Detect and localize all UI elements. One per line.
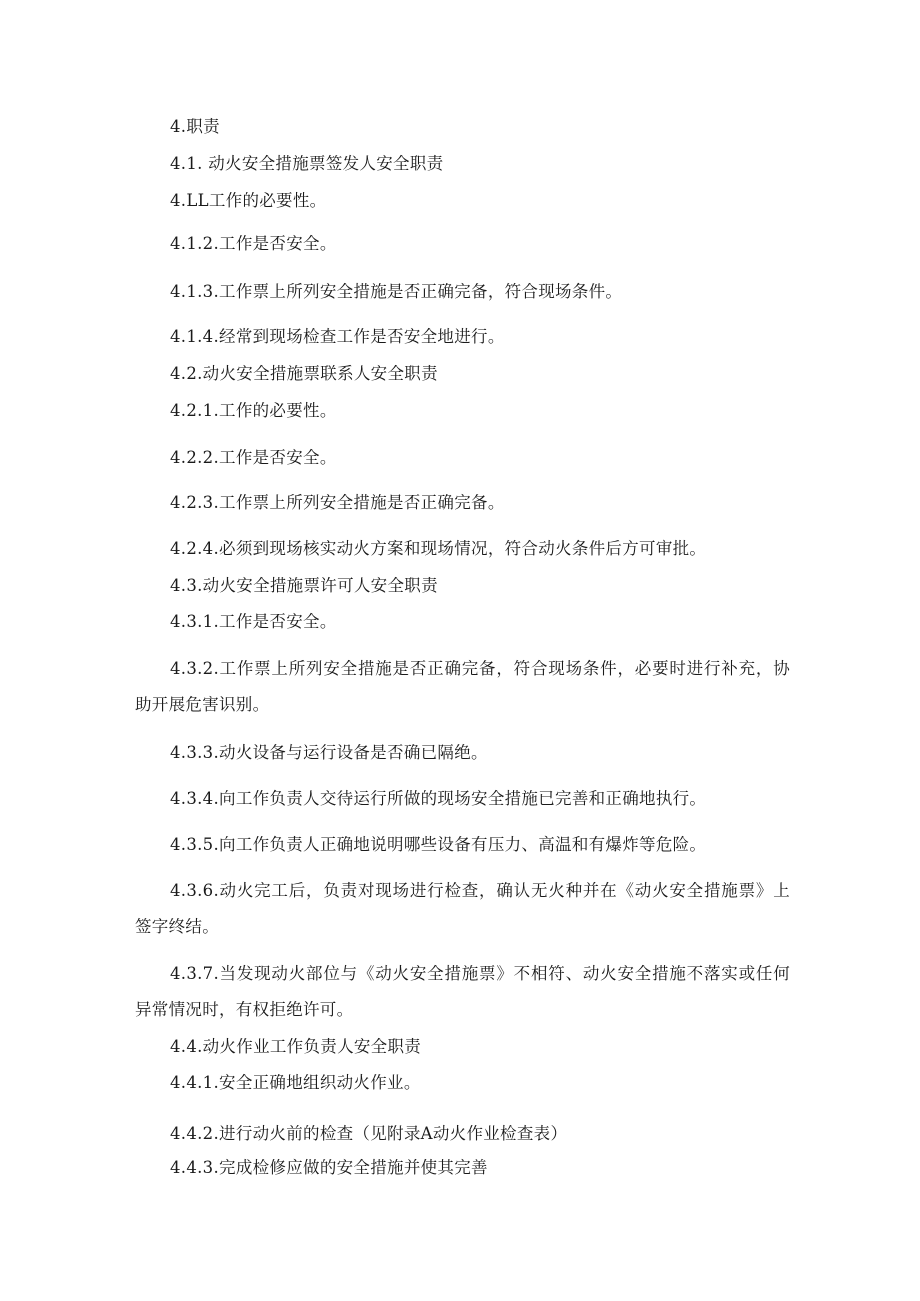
subsection-heading: 4.3.动火安全措施票许可人安全职责 [170,576,438,595]
paragraph: 4.4.3.完成检修应做的安全措施并使其完善 [170,1158,488,1177]
subsection-heading: 4.2.动火安全措施票联系人安全职责 [170,364,438,383]
paragraph: 4.3.1.工作是否安全。 [170,612,337,631]
subsection-heading: 4.1. 动火安全措施票签发人安全职责 [170,154,444,173]
paragraph: 4.3.4.向工作负责人交待运行所做的现场安全措施已完善和正确地执行。 [170,789,707,808]
paragraph: 4.3.5.向工作负责人正确地说明哪些设备有压力、高温和有爆炸等危险。 [170,835,707,854]
paragraph: 4.3.3.动火设备与运行设备是否确已隔绝。 [170,743,488,762]
paragraph: 4.3.2.工作票上所列安全措施是否正确完备，符合现场条件，必要时进行补充，协助开展危害识别。 [135,659,790,714]
subsection-heading: 4.4.动火作业工作负责人安全职责 [170,1037,422,1056]
paragraph: 4.1.3.工作票上所列安全措施是否正确完备，符合现场条件。 [170,282,623,301]
paragraph: 4.2.2.工作是否安全。 [170,448,337,467]
paragraph: 4.2.1.工作的必要性。 [170,401,337,420]
paragraph: 4.4.1.安全正确地组织动火作业。 [170,1073,421,1092]
paragraph: 4.1.4.经常到现场检查工作是否安全地进行。 [170,327,505,346]
paragraph: 4.2.3.工作票上所列安全措施是否正确完备。 [170,493,505,512]
paragraph: 4.3.6.动火完工后，负责对现场进行检查，确认无火种并在《动火安全措施票》上签字终结。 [135,881,790,936]
paragraph: 4.LL工作的必要性。 [170,191,327,210]
paragraph: 4.1.2.工作是否安全。 [170,234,337,253]
section-heading: 4.职责 [170,117,220,136]
paragraph: 4.2.4.必须到现场核实动火方案和现场情况，符合动火条件后方可审批。 [170,539,707,558]
paragraph: 4.3.7.当发现动火部位与《动火安全措施票》不相符、动火安全措施不落实或任何异常情况时，有权拒绝许可。 [135,964,790,1019]
paragraph: 4.4.2.进行动火前的检查（见附录A动火作业检查表） [170,1124,568,1143]
